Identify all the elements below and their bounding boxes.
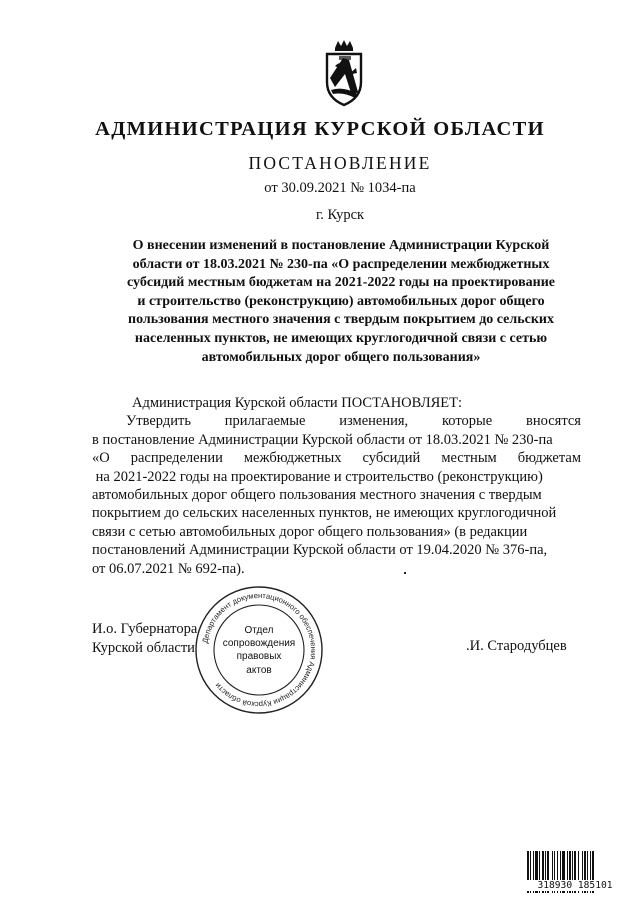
body-intro: Администрация Курской области ПОСТАНОВЛЯЕТ: — [132, 395, 463, 411]
stamp-line: правовых — [236, 651, 282, 663]
body-line-4: на 2021-2022 годы на проектирование и строительство (реконструкцию) — [92, 468, 543, 485]
document-type: ПОСТАНОВЛЕНИЕ — [248, 153, 432, 173]
body-word: изменения, — [339, 413, 409, 430]
body-line-2: в постановление Администрации Курской области от 18.03.2021 № 230-па — [92, 431, 553, 448]
body-word: которые — [441, 413, 493, 430]
subject-line: области от 18.03.2021 № 230-па «О распределении межбюджетных — [132, 256, 550, 272]
signatory-title-line: Курской области — [92, 640, 195, 656]
body-word: межбюджетных — [243, 450, 342, 467]
document-date-number: от 30.09.2021 № 1034-па — [264, 180, 416, 196]
body-word: распределении — [130, 450, 223, 467]
coat-of-arms-icon — [321, 38, 367, 108]
body-word: вносятся — [526, 413, 581, 430]
stray-mark — [404, 572, 406, 574]
subject-line: пользования местного значения с твердым покрытием до сельских — [128, 312, 554, 328]
stamp-line: Отдел — [244, 625, 274, 636]
stamp-line: актов — [246, 664, 272, 676]
stamp-line: сопровождения — [222, 638, 296, 650]
body-line-8: постановлений Администрации Курской области от 19.04.2020 № 376-па, — [92, 542, 548, 559]
subject-line: О внесении изменений в постановление Администрации Курской — [132, 238, 550, 253]
body-line-3 — [92, 449, 581, 467]
body-word: прилагаемые — [224, 413, 306, 430]
body-line-1 — [92, 412, 581, 430]
subject-line: и строительство (реконструкцию) автомобильных дорог общего — [137, 293, 545, 309]
document-body — [92, 394, 581, 578]
barcode-number: 318930 185101 — [526, 880, 624, 891]
organization-title: АДМИНИСТРАЦИЯ КУРСКОЙ ОБЛАСТИ — [95, 118, 545, 140]
document-city: г. Курск — [315, 207, 365, 223]
signatory-title — [92, 620, 197, 658]
body-line-5: автомобильных дорог общего пользования местного значения с твердым — [92, 487, 542, 504]
signatory-title-line: И.о. Губернатора — [92, 621, 198, 637]
stamp-ring-text: Департамент документационного обеспечения Администрации Курской области — [200, 590, 319, 710]
body-line-7: связи с сетью автомобильных дорог общего пользования» (в редакции — [92, 523, 528, 540]
body-word: Утвердить — [126, 413, 191, 430]
body-word: бюджетам — [517, 450, 581, 467]
subject-line: автомобильных дорог общего пользования» — [201, 349, 481, 365]
signatory-name: .И. Стародубцев — [466, 638, 567, 654]
document-subject — [106, 237, 576, 367]
body-line-6: покрытием до сельских населенных пунктов, не имеющих круглогодичной — [92, 505, 557, 522]
body-line-9: от 06.07.2021 № 692-па). — [92, 560, 245, 577]
subject-line: субсидий местным бюджетам на 2021-2022 годы на проектирование — [127, 275, 555, 291]
body-word: субсидий — [362, 450, 421, 467]
subject-line: населенных пунктов, не имеющих круглогодичной связи с сетью — [134, 330, 548, 346]
body-word: местным — [441, 450, 497, 467]
body-word: «О — [92, 450, 110, 467]
stamp-inner-text — [205, 624, 313, 677]
